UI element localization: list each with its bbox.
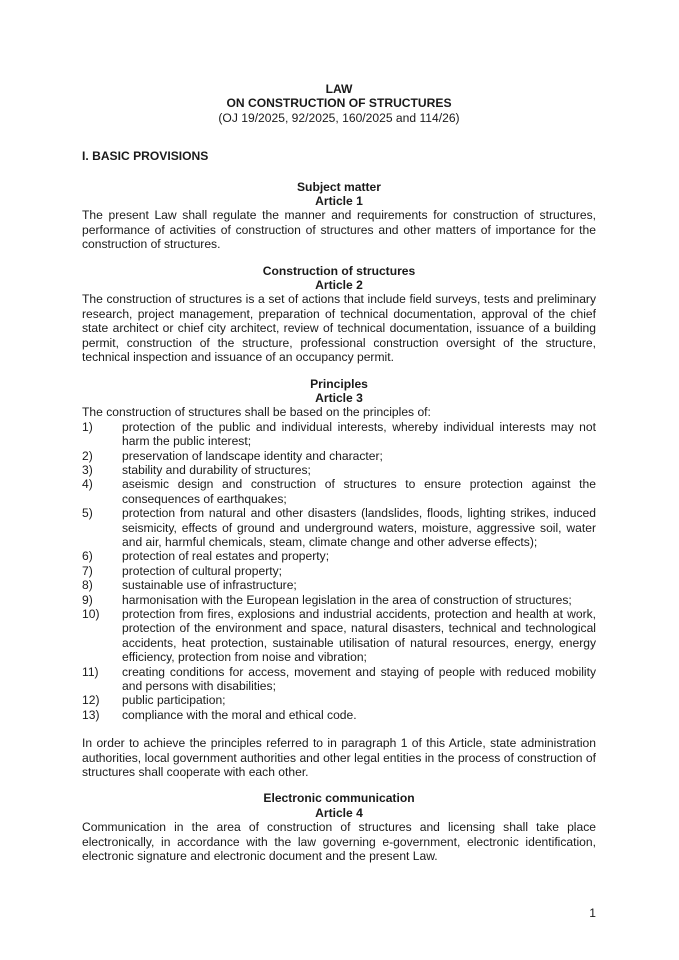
article-number: Article 2	[315, 278, 363, 293]
article-number: Article 4	[315, 805, 363, 820]
list-item-number: 1)	[82, 419, 93, 434]
article-2	[82, 264, 596, 365]
article-heading: Subject matter	[296, 179, 381, 194]
list-item	[82, 449, 596, 463]
list-item-number: 6)	[82, 549, 93, 564]
list-item	[82, 578, 596, 592]
list-item-number: 11)	[82, 664, 99, 679]
article-heading: Electronic communication	[263, 791, 415, 806]
list-item	[82, 708, 596, 722]
document-page	[82, 82, 596, 864]
list-item-number: 12)	[82, 693, 100, 708]
article-3	[82, 377, 596, 780]
list-item-text: public participation;	[122, 693, 226, 708]
list-item-number: 10)	[82, 607, 100, 621]
list-item	[82, 463, 596, 477]
page-number: 1	[589, 906, 596, 920]
list-item	[82, 506, 596, 549]
list-item	[82, 564, 596, 578]
list-item	[82, 593, 596, 607]
list-item	[82, 693, 596, 707]
list-item-text: stability and durability of structures;	[122, 462, 311, 477]
document-title-line1: LAW	[325, 82, 353, 96]
article-number: Article 1	[315, 194, 363, 209]
principles-list	[82, 420, 596, 723]
article-text: The present Law shall regulate the manner and requirements for construction of structures, performance of activities of construction of structures and other matters of importance for the construction of structures.	[82, 208, 596, 252]
article-4	[82, 791, 596, 863]
list-item-text: preservation of landscape identity and character;	[122, 448, 383, 463]
article-1	[82, 180, 596, 252]
list-item	[82, 607, 596, 665]
list-item-text: aseismic design and construction of structures to ensure protection against the consequences of earthquakes;	[122, 477, 596, 506]
article-text: The construction of structures is a set of actions that include field surveys, tests and preliminary research, project management, preparation of technical documentation, approval of the chief state architect or chief city architect, review of technical documentation, issuance of a building permit, construction of the structure, professional construction oversight of the structure, technical inspection and issuance of an occupancy permit.	[82, 292, 596, 365]
list-item-text: creating conditions for access, movement and staying of people with reduced mobility and persons with disabilities;	[122, 664, 596, 694]
list-item-text: harmonisation with the European legislation in the area of construction of structures;	[122, 592, 572, 607]
list-item-number: 3)	[82, 462, 93, 477]
section-heading: I. BASIC PROVISIONS	[82, 149, 209, 164]
document-title-line2: ON CONSTRUCTION OF STRUCTURES	[226, 96, 452, 111]
list-item	[82, 549, 596, 563]
list-item-number: 7)	[82, 563, 93, 578]
list-item	[82, 420, 596, 449]
list-item-number: 4)	[82, 477, 93, 492]
list-item-number: 5)	[82, 506, 93, 521]
list-item-text: protection of the public and individual interests, whereby individual interests may not harm the public interest;	[122, 419, 596, 449]
article-number: Article 3	[315, 390, 363, 405]
list-item-text: protection of real estates and property;	[122, 549, 330, 564]
article-intro: The construction of structures shall be based on the principles of:	[82, 405, 431, 420]
list-item-text: protection from natural and other disasters (landslides, floods, lighting strikes, induced seismicity, effects of ground and underground waters, moisture, aggressive soil, water and air, harmful chemicals, steam, climate change and other adverse effects);	[122, 506, 596, 549]
article-closing-paragraph: In order to achieve the principles referred to in paragraph 1 of this Article, state administration authorities, local government authorities and other legal entities in the process of construction of structures shall cooperate with each other.	[82, 736, 596, 780]
document-reference: (OJ 19/2025, 92/2025, 160/2025 and 114/26)	[218, 110, 460, 125]
list-item-number: 8)	[82, 578, 93, 593]
list-item	[82, 477, 596, 506]
document-header	[82, 82, 596, 125]
list-item-text: protection of cultural property;	[122, 563, 282, 578]
list-item	[82, 665, 596, 694]
list-item-text: compliance with the moral and ethical code.	[122, 707, 357, 722]
list-item-number: 13)	[82, 707, 100, 722]
article-heading: Principles	[310, 376, 368, 391]
list-item-text: sustainable use of infrastructure;	[122, 578, 297, 593]
list-item-text: protection from fires, explosions and industrial accidents, protection and health at work, protection of the environment and space, natural disasters, technical and technological accidents, heat protection, sustainable utilisation of natural resources, energy, energy efficiency, protection from noise and vibration;	[122, 607, 596, 665]
article-heading: Construction of structures	[262, 263, 416, 278]
article-text: Communication in the area of construction of structures and licensing shall take place electronically, in accordance with the law governing e-government, electronic identification, electronic signature and electronic document and the present Law.	[82, 820, 596, 864]
list-item-number: 2)	[82, 448, 93, 463]
list-item-number: 9)	[82, 592, 93, 607]
